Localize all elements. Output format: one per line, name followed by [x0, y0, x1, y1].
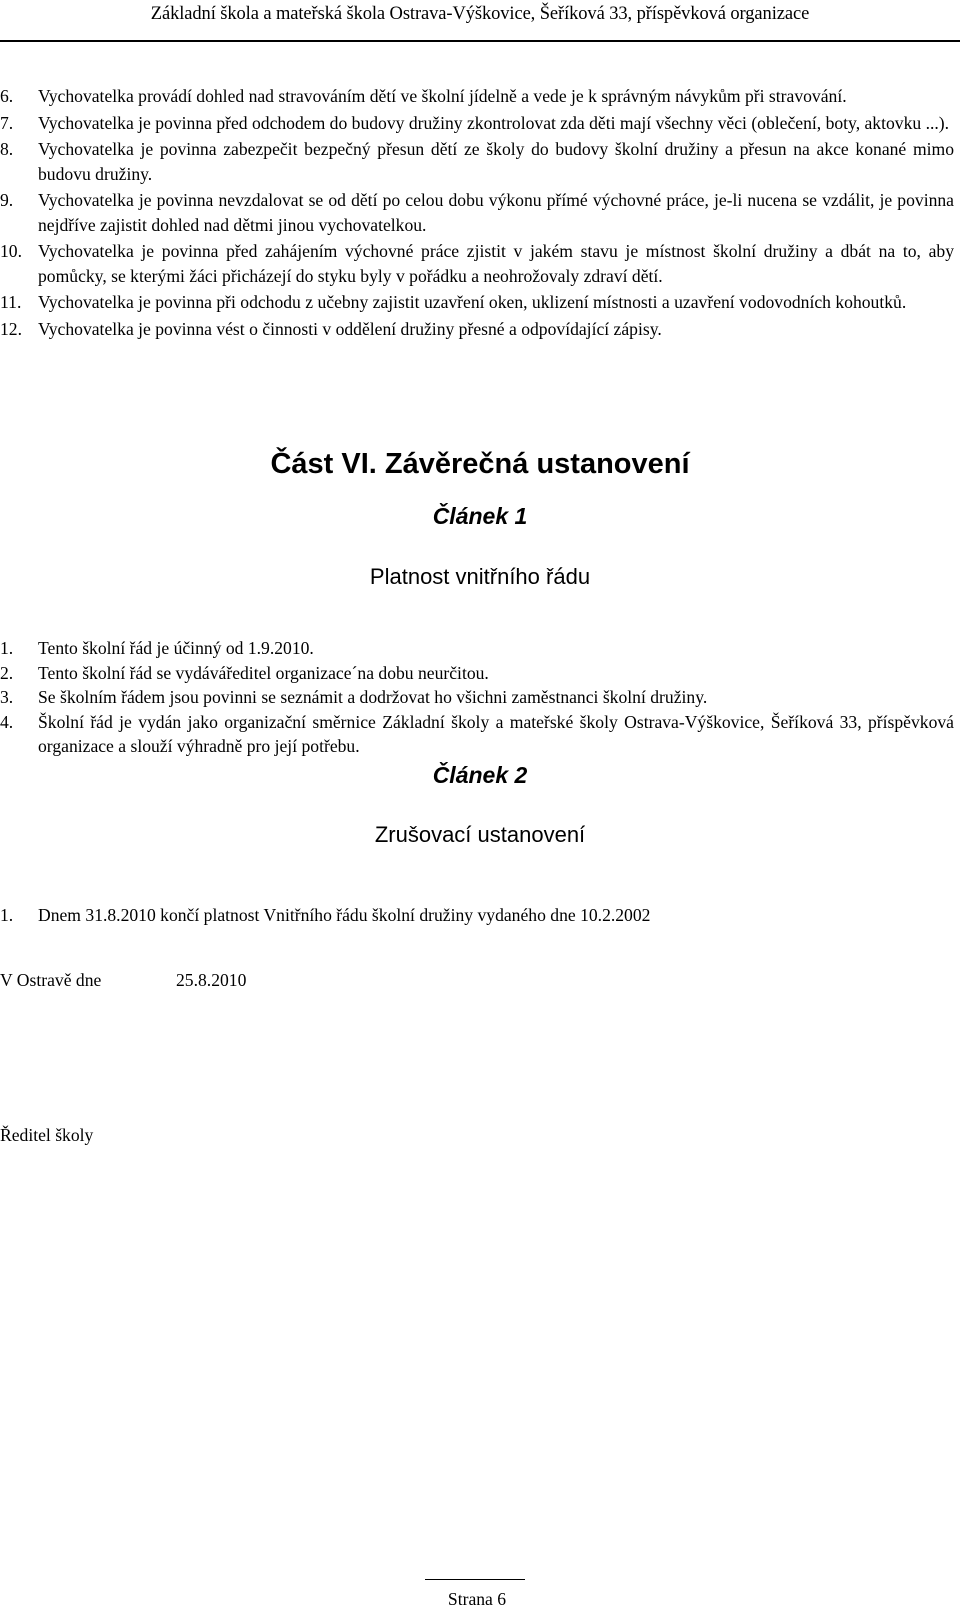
- list-item: [0, 903, 954, 928]
- list-item-text: Tento školní řád se vydáváředitel organizace´na dobu neurčitou.: [38, 662, 489, 683]
- list-item: [0, 137, 954, 186]
- list-item-text: Vychovatelka je povinna nevzdalovat se od dětí po celou dobu výkonu přímé výchovné práce, je-li nucena se vzdálit, je povinna nejdříve zajistit dohled nad dětmi jinou vychovatelkou.: [38, 190, 954, 235]
- article-1-list: [0, 636, 954, 759]
- list-item-text: Vychovatelka je povinna před odchodem do budovy družiny zkontrolovat zda děti mají všechny věci (oblečení, boty, aktovku ...).: [38, 112, 950, 133]
- list-item: [0, 661, 954, 686]
- list-item: [0, 685, 954, 710]
- list-item-text: Vychovatelka provádí dohled nad stravováním dětí ve školní jídelně a vede je k správným návykům při stravování.: [38, 86, 847, 106]
- list-item-text: Vychovatelka je povinna zabezpečit bezpečný přesun dětí ze školy do budovy školní družiny a přesun na akce konané mimo budovu družiny.: [38, 139, 954, 184]
- list-item-number: 10.: [0, 241, 22, 261]
- list-item-number: 2.: [0, 662, 14, 683]
- list-item: [0, 710, 954, 759]
- rules-list: [0, 84, 954, 343]
- article-2-title: Článek 2: [432, 762, 528, 788]
- list-item-text: Dnem 31.8.2010 končí platnost Vnitřního řádu školní družiny vydaného dne 10.2.2002: [38, 905, 651, 925]
- list-item-number: 11.: [0, 292, 22, 312]
- list-item: [0, 111, 954, 136]
- list-item: [0, 290, 954, 315]
- list-item-text: Školní řád je vydán jako organizační směrnice Základní školy a mateřské školy Ostrava-Výškovice, Šeříková 33, příspěvková organizace a slouží výhradně pro její potřebu.: [38, 711, 954, 756]
- place-date-line: [0, 970, 247, 991]
- list-item-text: Vychovatelka je povinna vést o činnosti v oddělení družiny přesné a odpovídající zápisy.: [38, 318, 662, 339]
- article-2-list: [0, 903, 954, 928]
- list-item-number: 1.: [0, 638, 14, 658]
- list-item: [0, 636, 954, 661]
- list-item-text: Tento školní řád je účinný od 1.9.2010.: [38, 638, 314, 658]
- list-item-number: 9.: [0, 190, 14, 210]
- date-value: 25.8.2010: [176, 970, 247, 990]
- list-item-text: Vychovatelka je povinna před zahájením výchovné práce zjistit v jakém stavu je místnost školní družiny a dbát na to, aby pomůcky, se kterými žáci přicházejí do styku byly v pořádku a neohrožovaly zdraví dětí.: [38, 241, 954, 286]
- list-item: [0, 84, 954, 109]
- list-item-number: 1.: [0, 905, 14, 925]
- page-header: Základní škola a mateřská škola Ostrava-Výškovice, Šeříková 33, příspěvková organizace: [150, 4, 810, 24]
- list-item-text: Vychovatelka je povinna při odchodu z učebny zajistit uzavření oken, uklizení místnosti a uzavření vodovodních kohoutků.: [38, 292, 907, 312]
- list-item-number: 3.: [0, 687, 14, 707]
- list-item: [0, 317, 954, 342]
- list-item-number: 6.: [0, 86, 14, 106]
- list-item: [0, 188, 954, 237]
- list-item-number: 8.: [0, 139, 14, 159]
- article-1-subtitle: Platnost vnitřního řádu: [369, 564, 591, 589]
- signature-label: Ředitel školy: [0, 1125, 94, 1145]
- place-label: V Ostravě dne: [0, 970, 102, 990]
- page-number: Strana 6: [447, 1589, 507, 1609]
- list-item-number: 7.: [0, 112, 14, 133]
- article-2-subtitle: Zrušovací ustanovení: [374, 822, 586, 847]
- list-item-number: 12.: [0, 318, 22, 339]
- part-heading: Část VI. Závěrečná ustanovení: [270, 448, 690, 480]
- header-divider: [0, 40, 960, 42]
- list-item-text: Se školním řádem jsou povinni se seznámit a dodržovat ho všichni zaměstnanci školní družiny.: [38, 687, 708, 707]
- footer-divider: [425, 1579, 525, 1580]
- list-item-number: 4.: [0, 711, 14, 732]
- article-1-title: Článek 1: [432, 503, 528, 529]
- list-item: [0, 239, 954, 288]
